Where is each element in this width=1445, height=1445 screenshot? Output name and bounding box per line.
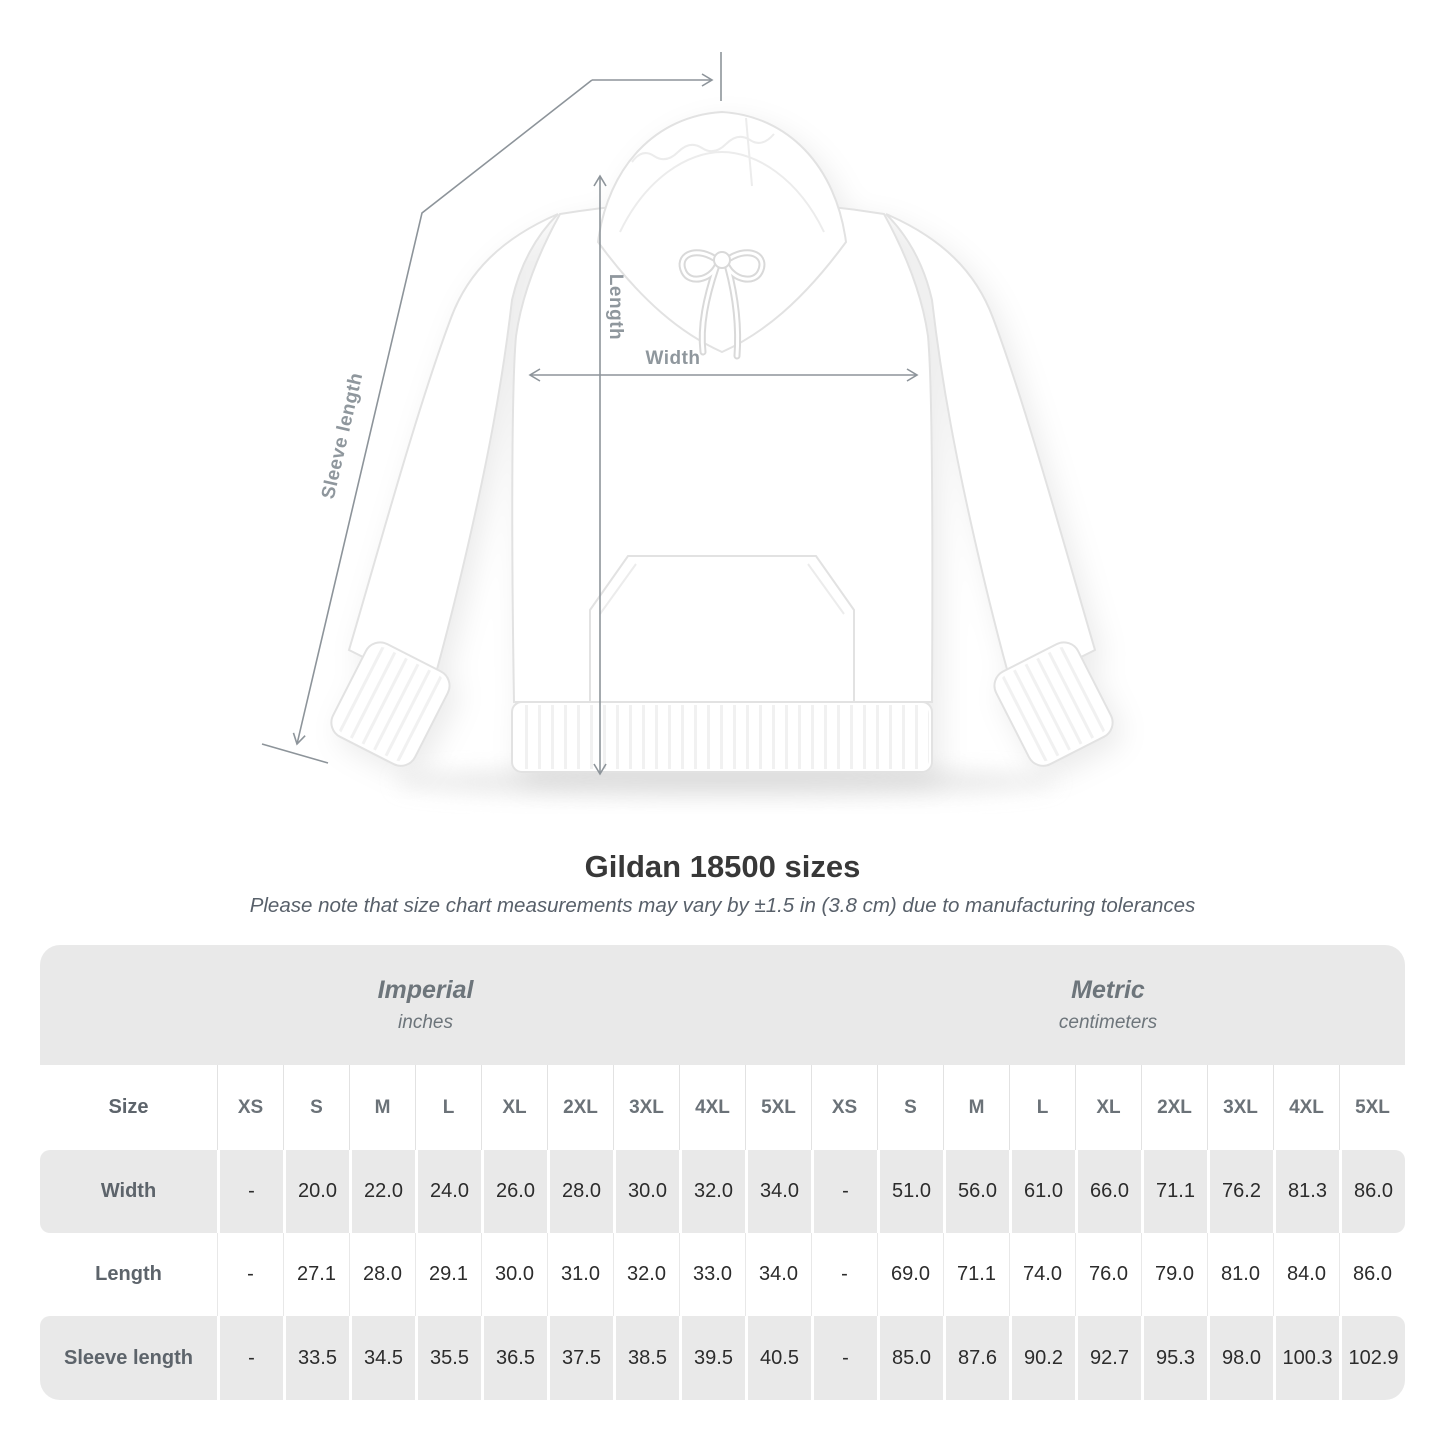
- hoodie-pocket: [590, 556, 854, 703]
- size-col-metric-3xl: 3XL: [1207, 1065, 1273, 1150]
- size-col-imperial-2xl: 2XL: [547, 1065, 613, 1150]
- value-cell: 84.0: [1273, 1233, 1339, 1316]
- table-row-width: [40, 1150, 1405, 1233]
- size-table: [40, 1065, 1405, 1400]
- value-cell: 35.5: [415, 1316, 481, 1400]
- value-cell: 81.3: [1273, 1150, 1339, 1233]
- value-cell: 76.0: [1075, 1233, 1141, 1316]
- metric-unit: centimeters: [1058, 1012, 1158, 1033]
- value-cell: 74.0: [1009, 1233, 1075, 1316]
- group-header-metric: [811, 945, 1405, 1065]
- row-label-width: Width: [40, 1150, 217, 1233]
- size-col-metric-l: L: [1009, 1065, 1075, 1150]
- value-cell: 34.0: [745, 1233, 811, 1316]
- value-cell: 32.0: [679, 1150, 745, 1233]
- value-cell: 34.5: [349, 1316, 415, 1400]
- row-label-length: Length: [40, 1233, 217, 1316]
- value-cell: 36.5: [481, 1316, 547, 1400]
- width-label: Width: [645, 348, 701, 369]
- value-cell: -: [811, 1316, 877, 1400]
- value-cell: 92.7: [1075, 1316, 1141, 1400]
- value-cell: 22.0: [349, 1150, 415, 1233]
- value-cell: -: [217, 1316, 283, 1400]
- size-col-metric-xs: XS: [811, 1065, 877, 1150]
- value-cell: 95.3: [1141, 1316, 1207, 1400]
- value-cell: 100.3: [1273, 1316, 1339, 1400]
- value-cell: -: [217, 1150, 283, 1233]
- value-cell: 81.0: [1207, 1233, 1273, 1316]
- size-header-row: [40, 1065, 1405, 1150]
- size-col-metric-s: S: [877, 1065, 943, 1150]
- size-col-imperial-3xl: 3XL: [613, 1065, 679, 1150]
- size-col-imperial-s: S: [283, 1065, 349, 1150]
- size-col-imperial-l: L: [415, 1065, 481, 1150]
- value-cell: 51.0: [877, 1150, 943, 1233]
- value-cell: 86.0: [1339, 1150, 1405, 1233]
- value-cell: 102.9: [1339, 1316, 1405, 1400]
- size-col-imperial-5xl: 5XL: [745, 1065, 811, 1150]
- value-cell: 39.5: [679, 1316, 745, 1400]
- size-col-imperial-m: M: [349, 1065, 415, 1150]
- table-row-length: [40, 1233, 1405, 1316]
- value-cell: 90.2: [1009, 1316, 1075, 1400]
- value-cell: 56.0: [943, 1150, 1009, 1233]
- value-cell: -: [811, 1150, 877, 1233]
- size-col-imperial-xs: XS: [217, 1065, 283, 1150]
- value-cell: 28.0: [349, 1233, 415, 1316]
- value-cell: 76.2: [1207, 1150, 1273, 1233]
- value-cell: 27.1: [283, 1233, 349, 1316]
- size-col-imperial-xl: XL: [481, 1065, 547, 1150]
- value-cell: 33.5: [283, 1316, 349, 1400]
- value-cell: 31.0: [547, 1233, 613, 1316]
- value-cell: 66.0: [1075, 1150, 1141, 1233]
- value-cell: 24.0: [415, 1150, 481, 1233]
- value-cell: 29.1: [415, 1233, 481, 1316]
- size-chart-card: [40, 945, 1405, 1400]
- sleeve-length-label: Sleeve length: [317, 370, 368, 501]
- value-cell: 40.5: [745, 1316, 811, 1400]
- imperial-unit: inches: [398, 1012, 453, 1033]
- group-header-imperial: [40, 945, 811, 1065]
- value-cell: 28.0: [547, 1150, 613, 1233]
- page-title: Gildan 18500 sizes: [584, 849, 861, 884]
- value-cell: 86.0: [1339, 1233, 1405, 1316]
- metric-title: Metric: [1071, 976, 1145, 1004]
- size-col-metric-xl: XL: [1075, 1065, 1141, 1150]
- value-cell: -: [811, 1233, 877, 1316]
- value-cell: 71.1: [1141, 1150, 1207, 1233]
- value-cell: 32.0: [613, 1233, 679, 1316]
- hoodie-illustration: [326, 112, 1118, 772]
- value-cell: -: [217, 1233, 283, 1316]
- size-col-metric-2xl: 2XL: [1141, 1065, 1207, 1150]
- unit-group-band: [40, 945, 1405, 1065]
- value-cell: 37.5: [547, 1316, 613, 1400]
- size-col-metric-m: M: [943, 1065, 1009, 1150]
- size-col-metric-4xl: 4XL: [1273, 1065, 1339, 1150]
- imperial-title: Imperial: [377, 976, 474, 1004]
- value-cell: 26.0: [481, 1150, 547, 1233]
- value-cell: 79.0: [1141, 1233, 1207, 1316]
- size-col-metric-5xl: 5XL: [1339, 1065, 1405, 1150]
- value-cell: 71.1: [943, 1233, 1009, 1316]
- size-col-imperial-4xl: 4XL: [679, 1065, 745, 1150]
- value-cell: 34.0: [745, 1150, 811, 1233]
- page-subtitle: Please note that size chart measurements may vary by ±1.5 in (3.8 cm) due to manufacturing tolerances: [249, 894, 1196, 917]
- value-cell: 98.0: [1207, 1316, 1273, 1400]
- value-cell: 38.5: [613, 1316, 679, 1400]
- value-cell: 87.6: [943, 1316, 1009, 1400]
- value-cell: 30.0: [613, 1150, 679, 1233]
- hoodie-hem: [512, 702, 932, 772]
- length-label: Length: [605, 273, 626, 341]
- table-row-sleeve-length: [40, 1316, 1405, 1400]
- value-cell: 33.0: [679, 1233, 745, 1316]
- value-cell: 30.0: [481, 1233, 547, 1316]
- row-label-sleeve-length: Sleeve length: [40, 1316, 217, 1400]
- value-cell: 85.0: [877, 1316, 943, 1400]
- value-cell: 61.0: [1009, 1150, 1075, 1233]
- value-cell: 69.0: [877, 1233, 943, 1316]
- value-cell: 20.0: [283, 1150, 349, 1233]
- cuff-reference-tick: [262, 744, 328, 763]
- size-column-header: Size: [40, 1065, 217, 1150]
